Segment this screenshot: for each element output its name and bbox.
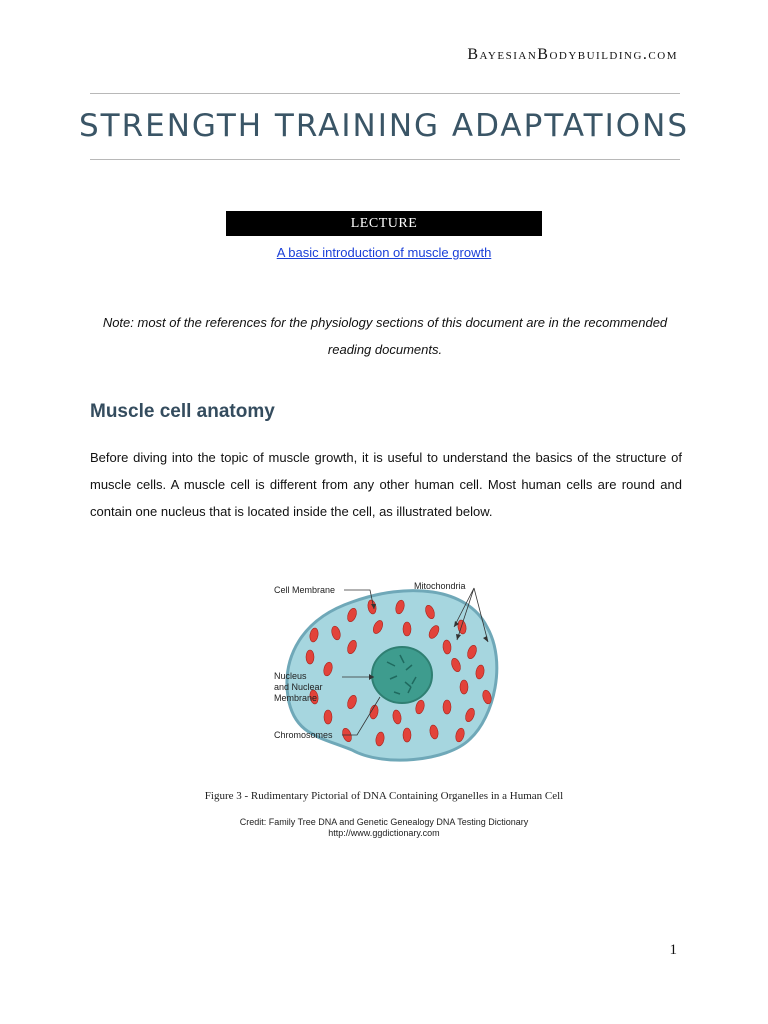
cell-diagram xyxy=(202,557,566,782)
mitochondrion xyxy=(306,650,314,664)
document-title: STRENGTH TRAINING ADAPTATIONS xyxy=(78,108,690,144)
section-paragraph: Before diving into the topic of muscle growth, it is useful to understand the basics of the structure of muscle cells. A muscle cell is different from any other human cell. Most human cells are round and contain one nucleus that is located inside the cell, as illustrated below. xyxy=(90,450,682,519)
lecture-link[interactable]: A basic introduction of muscle growth xyxy=(276,245,492,260)
label-nucleus: Nucleus xyxy=(274,671,307,681)
cell-figure xyxy=(202,557,566,855)
figure-credit-line2: http://www.ggdictionary.com xyxy=(328,828,440,838)
mitochondrion xyxy=(324,710,332,724)
figure-credit xyxy=(202,817,566,839)
label-cell-membrane: Cell Membrane xyxy=(274,585,336,595)
lecture-label: LECTURE xyxy=(226,211,542,236)
figure-caption: Figure 3 - Rudimentary Pictorial of DNA Containing Organelles in a Human Cell xyxy=(204,790,564,802)
nucleus-shape xyxy=(372,647,432,703)
reference-note: Note: most of the references for the physiology sections of this document are in the recommended reading documents. xyxy=(102,315,668,357)
site-header: BayesianBodybuilding.com xyxy=(467,46,678,63)
label-chromosomes: Chromosomes xyxy=(274,730,333,740)
top-rule xyxy=(90,93,680,94)
mitochondrion xyxy=(460,680,468,694)
figure-credit-line1: Credit: Family Tree DNA and Genetic Genealogy DNA Testing Dictionary xyxy=(239,817,529,827)
label-mitochondria: Mitochondria xyxy=(414,581,466,591)
label-membrane: Membrane xyxy=(274,693,318,703)
section-heading: Muscle cell anatomy xyxy=(90,401,275,422)
mitochondrion xyxy=(403,728,411,742)
page-number: 1 xyxy=(669,942,677,958)
label-nuclear: and Nuclear xyxy=(274,682,323,692)
title-rule xyxy=(90,159,680,160)
mitochondrion xyxy=(403,622,411,636)
mitochondrion xyxy=(443,700,451,714)
